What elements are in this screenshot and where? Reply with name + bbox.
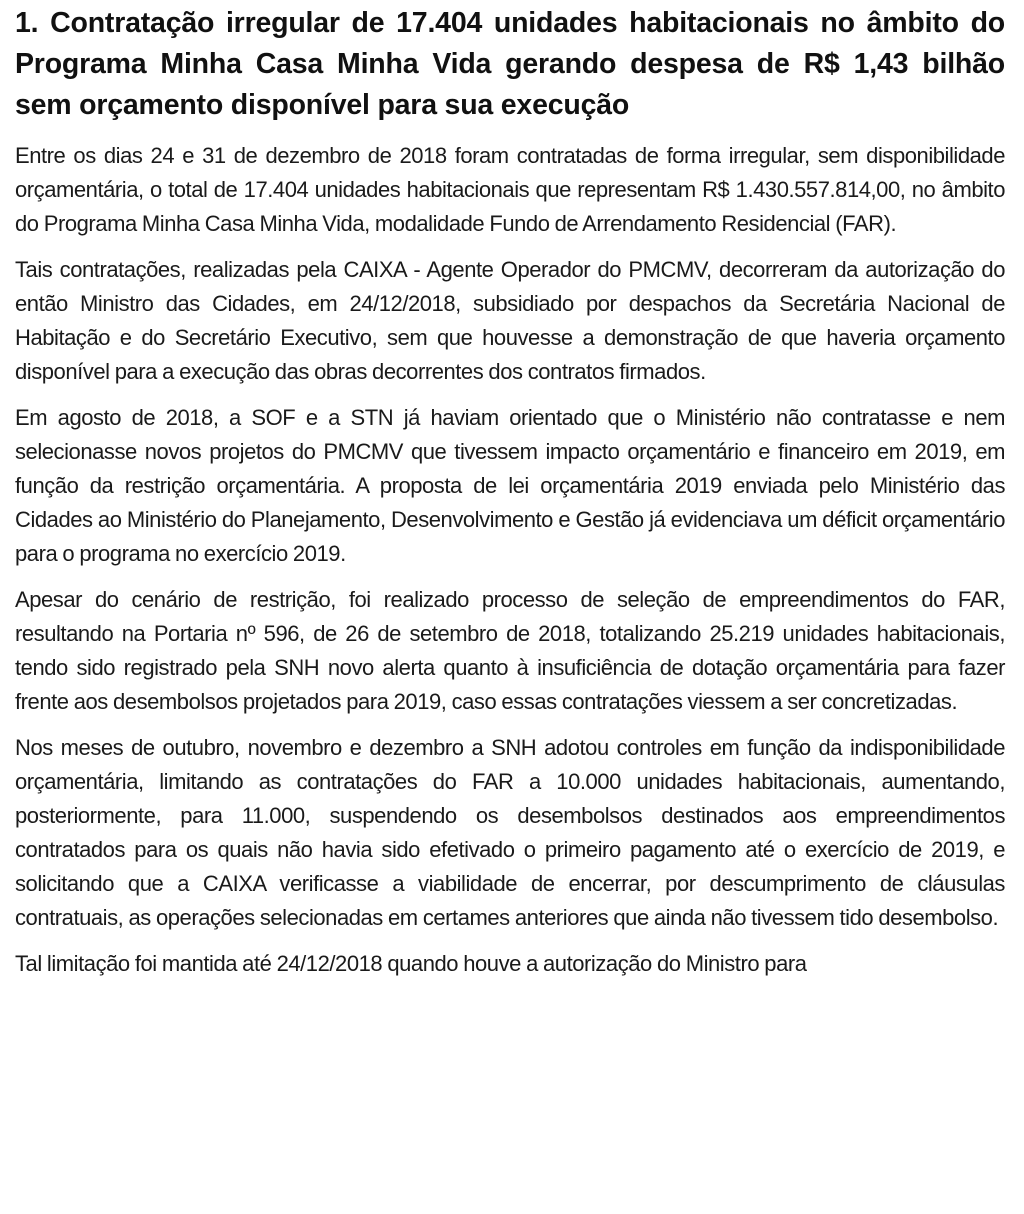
paragraph-limitacao-mantida: Tal limitação foi mantida até 24/12/2018 quando houve a autorização do Ministro para	[15, 951, 807, 976]
document-page	[15, 0, 1005, 981]
paragraph-autorizacao-ministro: Tais contratações, realizadas pela CAIXA - Agente Operador do PMCMV, decorreram da autorização do então Ministro das Cidades, em 24/12/2018, subsidiado por despachos da Secretária Nacional de Habitação e do Secretário Executivo, sem que houvesse a demonstração de que haveria orçamento disponível para a execução das obras decorrentes dos contratos firmados.	[15, 257, 1005, 384]
section-heading: 1. Contratação irregular de 17.404 unidades habitacionais no âmbito do Programa Minha Casa Minha Vida gerando despesa de R$ 1,43 bilhão sem orçamento disponível para sua execução	[15, 7, 1005, 121]
paragraph-orientacao-sof-stn: Em agosto de 2018, a SOF e a STN já haviam orientado que o Ministério não contratasse e nem selecionasse novos projetos do PMCMV que tivessem impacto orçamentário e financeiro em 2019, em função da restrição orçamentária. A proposta de lei orçamentária 2019 enviada pelo Ministério das Cidades ao Ministério do Planejamento, Desenvolvimento e Gestão já evidenciava um déficit orçamentário para o programa no exercício 2019.	[15, 405, 1005, 566]
page-crop-edge	[0, 1208, 1024, 1214]
paragraph-contratacoes-irregulares: Entre os dias 24 e 31 de dezembro de 2018 foram contratadas de forma irregular, sem disponibilidade orçamentária, o total de 17.404 unidades habitacionais que representam R$ 1.430.557.814,00, no âmbito do Programa Minha Casa Minha Vida, modalidade Fundo de Arrendamento Residencial (FAR).	[15, 143, 1005, 236]
paragraph-controles-snh: Nos meses de outubro, novembro e dezembro a SNH adotou controles em função da indisponibilidade orçamentária, limitando as contratações do FAR a 10.000 unidades habitacionais, aumentando, posteriormente, para 11.000, suspendendo os desembolsos destinados aos empreendimentos contratados para os quais não havia sido efetivado o primeiro pagamento até o exercício de 2019, e solicitando que a CAIXA verificasse a viabilidade de encerrar, por descumprimento de cláusulas contratuais, as operações selecionadas em certames anteriores que ainda não tivessem tido desembolso.	[15, 735, 1005, 930]
paragraph-selecao-empreendimentos: Apesar do cenário de restrição, foi realizado processo de seleção de empreendimentos do FAR, resultando na Portaria nº 596, de 26 de setembro de 2018, totalizando 25.219 unidades habitacionais, tendo sido registrado pela SNH novo alerta quanto à insuficiência de dotação orçamentária para fazer frente aos desembolsos projetados para 2019, caso essas contratações viessem a ser concretizadas.	[15, 587, 1005, 714]
